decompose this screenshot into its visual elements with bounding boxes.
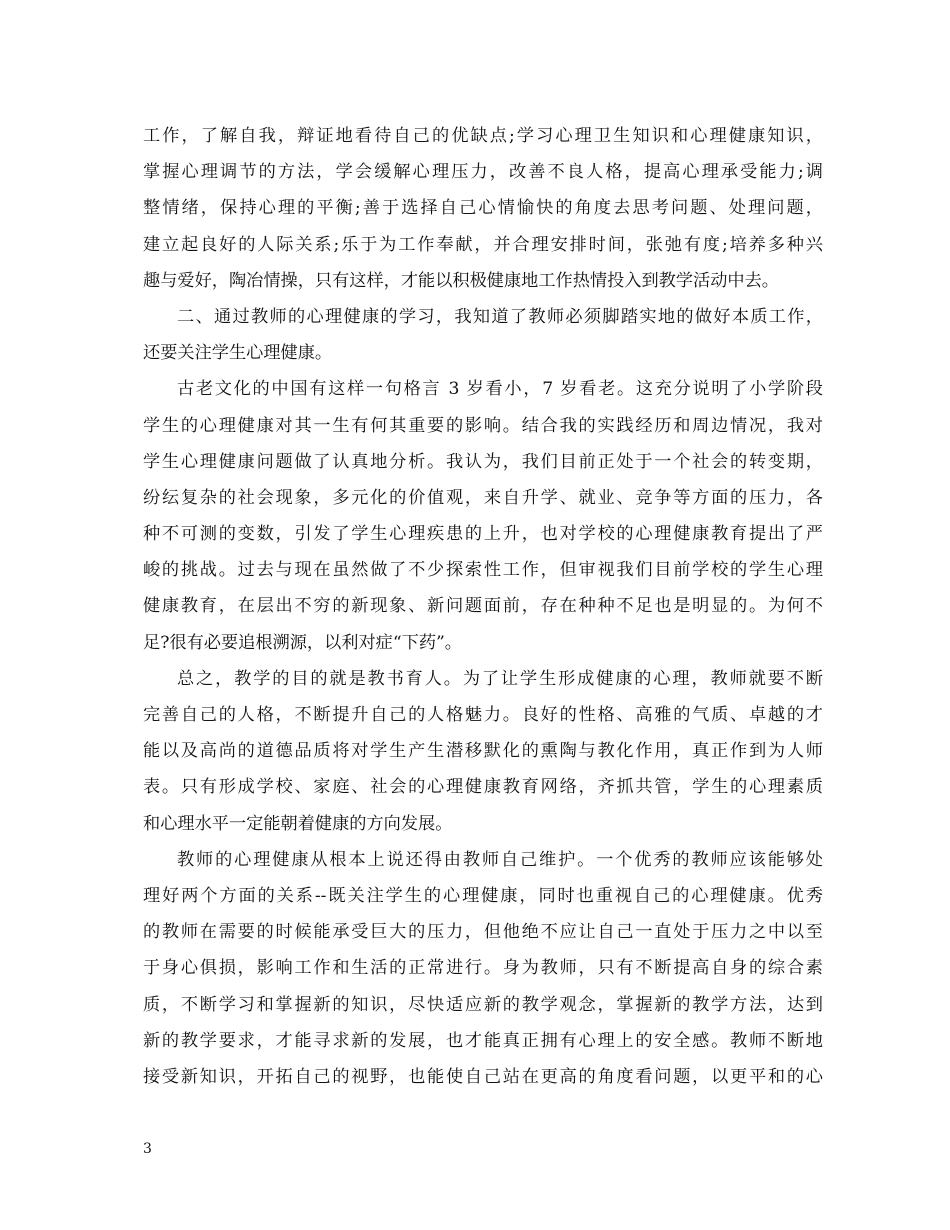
- text-line: 种不可测的变数，引发了学生心理疾患的上升，也对学校的心理健康教育提出了严: [143, 524, 823, 545]
- text-line: 建立起良好的人际关系;乐于为工作奉献，并合理安排时间，张弛有度;培养多种兴: [143, 234, 823, 255]
- text-line: 新的教学要求，才能寻求新的发展，也才能真正拥有心理上的安全感。教师不断地: [143, 1030, 823, 1051]
- text-line: 足?很有必要追根溯源，以利对症“下药”。: [143, 632, 462, 653]
- text-line: 古老文化的中国有这样一句格言 3 岁看小，7 岁看老。这充分说明了小学阶段: [177, 379, 823, 400]
- text-line: 工作，了解自我，辩证地看待自己的优缺点;学习心理卫生知识和心理健康知识，: [143, 126, 823, 146]
- text-line: 质，不断学习和掌握新的知识，尽快适应新的教学观念，掌握新的教学方法，达到: [143, 994, 823, 1015]
- text-line: 整情绪，保持心理的平衡;善于选择自己心情愉快的角度去思考问题、处理问题，: [143, 198, 823, 219]
- text-line: 理好两个方面的关系--既关注学生的心理健康，同时也重视自己的心理健康。优秀: [143, 885, 823, 906]
- text-line: 总之，教学的目的就是教书育人。为了让学生形成健康的心理，教师就要不断: [177, 668, 823, 689]
- text-line: 峻的挑战。过去与现在虽然做了不少探索性工作，但审视我们目前学校的学生心理: [143, 560, 823, 581]
- text-line: 学生心理健康问题做了认真地分析。我认为，我们目前正处于一个社会的转变期，: [143, 451, 823, 472]
- page-number: 3: [143, 1141, 152, 1157]
- text-line: 掌握心理调节的方法，学会缓解心理压力，改善不良人格，提高心理承受能力;调: [143, 162, 823, 183]
- text-line: 的教师在需要的时候能承受巨大的压力，但他绝不应让自己一直处于压力之中以至: [143, 922, 823, 943]
- text-line: 趣与爱好，陶冶情操，只有这样，才能以积极健康地工作热情投入到教学活动中去。: [143, 270, 779, 291]
- text-line: 纷纭复杂的社会现象，多元化的价值观，来自升学、就业、竞争等方面的压力，各: [143, 487, 823, 508]
- text-line: 还要关注学生心理健康。: [143, 343, 333, 364]
- body-text: [143, 118, 823, 1095]
- text-line: 健康教育，在层出不穷的新现象、新问题面前，存在种种不足也是明显的。为何不: [143, 596, 823, 617]
- text-line: 完善自己的人格，不断提升自己的人格魅力。良好的性格、高雅的气质、卓越的才: [143, 705, 823, 725]
- text-line: 二、通过教师的心理健康的学习，我知道了教师必须脚踏实地的做好本质工作，: [177, 306, 823, 327]
- text-line: 表。只有形成学校、家庭、社会的心理健康教育网络，齐抓共管，学生的心理素质: [143, 777, 823, 798]
- text-line: 于身心俱损，影响工作和生活的正常进行。身为教师，只有不断提高自身的综合素: [143, 958, 823, 979]
- text-line: 接受新知识，开拓自己的视野，也能使自己站在更高的角度看问题，以更平和的心: [143, 1066, 823, 1087]
- text-line: 教师的心理健康从根本上说还得由教师自己维护。一个优秀的教师应该能够处: [177, 849, 823, 870]
- text-line: 学生的心理健康对其一生有何其重要的影响。结合我的实践经历和周边情况，我对: [143, 415, 823, 436]
- text-line: 和心理水平一定能朝着健康的方向发展。: [143, 813, 453, 834]
- text-line: 能以及高尚的道德品质将对学生产生潜移默化的熏陶与教化作用，真正作到为人师: [143, 741, 823, 762]
